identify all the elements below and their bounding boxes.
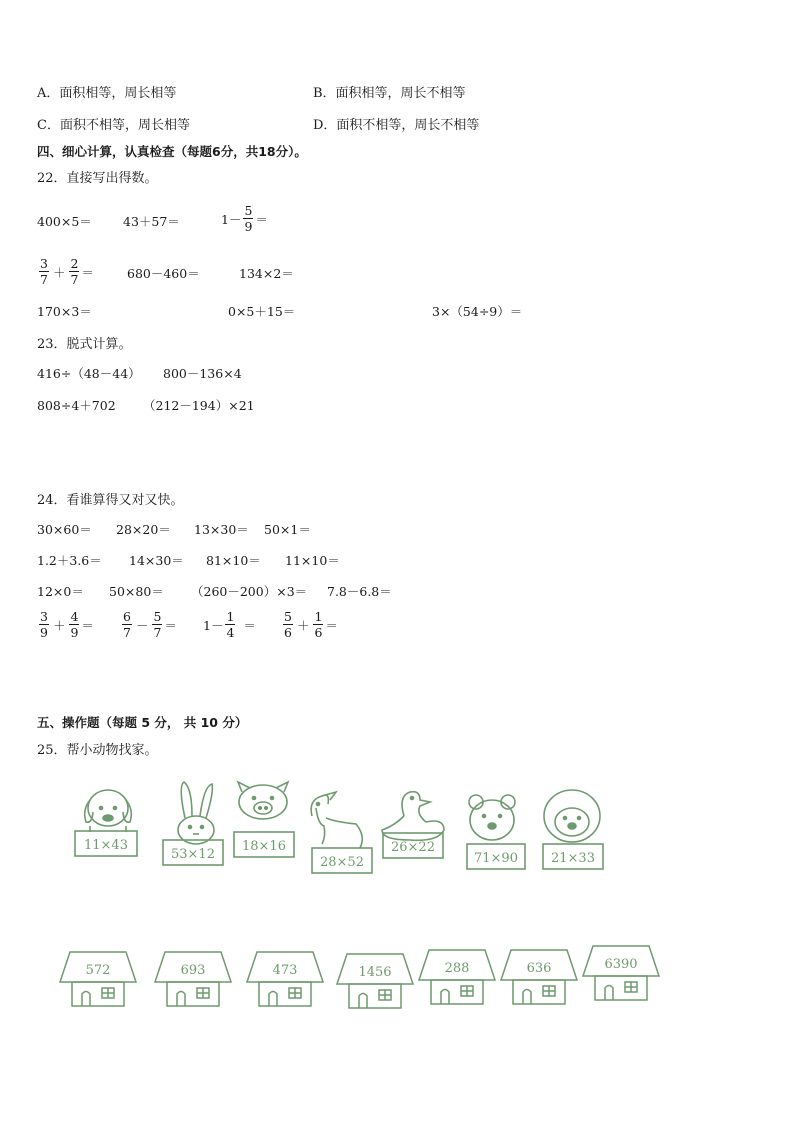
q23-r1-c2: 800－136×4	[163, 366, 242, 381]
animal-label-dog: 11×43	[84, 838, 128, 853]
q22-r1-c3-fraction-expr	[221, 203, 268, 234]
fraction	[152, 609, 162, 640]
denominator: 9	[70, 625, 79, 640]
house-body	[167, 982, 219, 1006]
q23-r2-c2: （212－194）×21	[143, 398, 255, 413]
q24-r3-c4: 7.8－6.8＝	[327, 584, 392, 599]
rabbit-icon	[178, 782, 214, 844]
house-2	[155, 952, 231, 1006]
equals: ＝	[164, 617, 177, 633]
animal-label-monkey: 21×33	[551, 851, 595, 866]
numerator: 3	[40, 609, 48, 624]
house-label: 693	[180, 963, 206, 978]
numerator: 4	[70, 609, 79, 624]
animal-label-goat: 28×52	[320, 855, 364, 870]
fraction	[122, 609, 132, 640]
numerator: 1	[314, 609, 323, 624]
fraction	[225, 609, 235, 640]
house-window-frame	[379, 990, 391, 1000]
option-b[interactable]: B．面积相等，周长不相等	[313, 86, 466, 101]
q22-r2-c3: 134×2＝	[239, 266, 294, 281]
house-window-frame	[461, 986, 473, 996]
bear-icon	[469, 795, 515, 840]
q24-r2-c2: 14×30＝	[129, 553, 184, 568]
house-label: 288	[444, 961, 470, 976]
operator: ＋	[52, 264, 66, 280]
house-door	[523, 990, 531, 1005]
house-door	[441, 990, 449, 1005]
option-d[interactable]: D．面积不相等，周长不相等	[313, 118, 480, 133]
monkey-icon	[544, 790, 600, 842]
numerator: 1	[226, 609, 235, 624]
animals-figure	[60, 778, 620, 883]
numerator: 5	[284, 609, 292, 624]
q24-r2-c1: 1.2＋3.6＝	[37, 553, 102, 568]
numerator: 6	[123, 609, 131, 624]
q24-r3-c1: 12×0＝	[37, 584, 84, 599]
house-label: 473	[272, 963, 298, 978]
denominator: 6	[314, 625, 323, 640]
equals: ＝	[81, 617, 94, 633]
houses-figure	[55, 940, 665, 1012]
q22-r1-c2: 43＋57＝	[123, 214, 180, 229]
q24-r2-c4: 11×10＝	[285, 553, 340, 568]
q23-title: 23．脱式计算。	[37, 337, 132, 352]
denominator: 7	[40, 272, 48, 287]
option-c[interactable]: C．面积不相等，周长相等	[37, 118, 190, 133]
q22-r3-c2: 0×5＋15＝	[228, 304, 296, 319]
denominator: 7	[123, 625, 131, 640]
section-4-heading: 四、细心计算，认真检查（每题6分，共18分）。	[37, 144, 307, 159]
q23-r2-c1: 808÷4＋702	[37, 398, 116, 413]
house-label: 6390	[604, 957, 638, 972]
q24-r4-c4-fraction-expr	[281, 609, 338, 640]
equals: ＝	[243, 617, 256, 633]
q24-r4-c3-fraction-expr	[203, 609, 256, 640]
house-label: 636	[526, 961, 552, 976]
pig-icon	[238, 782, 288, 819]
house-window-frame	[102, 988, 114, 998]
house-5	[419, 950, 495, 1004]
fraction	[243, 203, 253, 234]
option-a[interactable]: A．面积相等，周长相等	[37, 86, 177, 101]
q22-title: 22．直接写出得数。	[37, 171, 158, 186]
animal-label-bear: 71×90	[474, 851, 518, 866]
q24-r2-c3: 81×10＝	[206, 553, 261, 568]
house-body	[513, 980, 565, 1004]
denominator: 7	[153, 625, 162, 640]
q22-r2-c1-fraction-expr	[37, 256, 94, 287]
q22-r3-c3: 3×（54÷9）＝	[432, 304, 523, 319]
q24-r3-c2: 50×80＝	[109, 584, 164, 599]
denominator: 9	[40, 625, 48, 640]
frac-lead: 1－	[203, 617, 224, 633]
house-door	[359, 994, 367, 1009]
house-door	[605, 986, 613, 1001]
denominator: 4	[226, 625, 235, 640]
house-window-frame	[197, 988, 209, 998]
q24-title: 24．看谁算得又对又快。	[37, 493, 184, 508]
operator: －	[135, 617, 149, 633]
operator: ＋	[296, 617, 310, 633]
fraction	[313, 609, 323, 640]
fraction	[39, 256, 49, 287]
numerator: 5	[244, 203, 253, 218]
q23-r1-c1: 416÷（48－44）	[37, 366, 141, 381]
q24-r1-c3: 13×30＝	[194, 522, 249, 537]
house-6	[501, 950, 577, 1004]
house-window-frame	[625, 982, 637, 992]
house-door	[177, 992, 185, 1007]
house-body	[259, 982, 311, 1006]
house-1	[60, 952, 136, 1006]
house-window-frame	[289, 988, 301, 998]
q22-r2-c2: 680－460＝	[127, 266, 200, 281]
house-label: 572	[85, 963, 111, 978]
house-label: 1456	[358, 965, 392, 980]
fraction	[69, 256, 79, 287]
q22-r1-c1: 400×5＝	[37, 214, 92, 229]
house-3	[247, 952, 323, 1006]
animal-label-rabbit: 53×12	[171, 847, 215, 862]
q24-r1-c4: 50×1＝	[264, 522, 311, 537]
animal-label-duck: 26×22	[391, 840, 435, 855]
equals: ＝	[81, 264, 94, 280]
house-body	[349, 984, 401, 1008]
house-window-frame	[543, 986, 555, 996]
numerator: 5	[153, 609, 162, 624]
q24-r1-c2: 28×20＝	[116, 522, 171, 537]
q24-r4-c1-fraction-expr	[37, 609, 94, 640]
house-body	[595, 976, 647, 1000]
numerator: 3	[40, 256, 48, 271]
fraction	[69, 609, 79, 640]
fraction	[39, 609, 49, 640]
house-door	[269, 992, 277, 1007]
animal-label-pig: 18×16	[242, 839, 286, 854]
section-5-heading: 五、操作题（每题 5 分， 共 10 分）	[37, 715, 248, 730]
operator: ＋	[52, 617, 66, 633]
frac-lead: 1－	[221, 211, 242, 227]
equals: ＝	[325, 617, 338, 633]
house-door	[82, 992, 90, 1007]
house-4	[337, 954, 413, 1008]
q22-r3-c1: 170×3＝	[37, 304, 92, 319]
denominator: 9	[244, 219, 253, 234]
denominator: 6	[284, 625, 292, 640]
house-body	[431, 980, 483, 1004]
q25-title: 25．帮小动物找家。	[37, 743, 158, 758]
q24-r4-c2-fraction-expr	[120, 609, 177, 640]
fraction	[283, 609, 293, 640]
frac-tail: ＝	[255, 211, 268, 227]
numerator: 2	[70, 256, 79, 271]
house-body	[72, 982, 124, 1006]
q24-r1-c1: 30×60＝	[37, 522, 92, 537]
house-7	[583, 946, 659, 1000]
goat-icon	[311, 792, 362, 848]
denominator: 7	[70, 272, 79, 287]
dog-icon	[85, 790, 132, 832]
q24-r3-c3: （260－200）×3＝	[191, 584, 308, 599]
